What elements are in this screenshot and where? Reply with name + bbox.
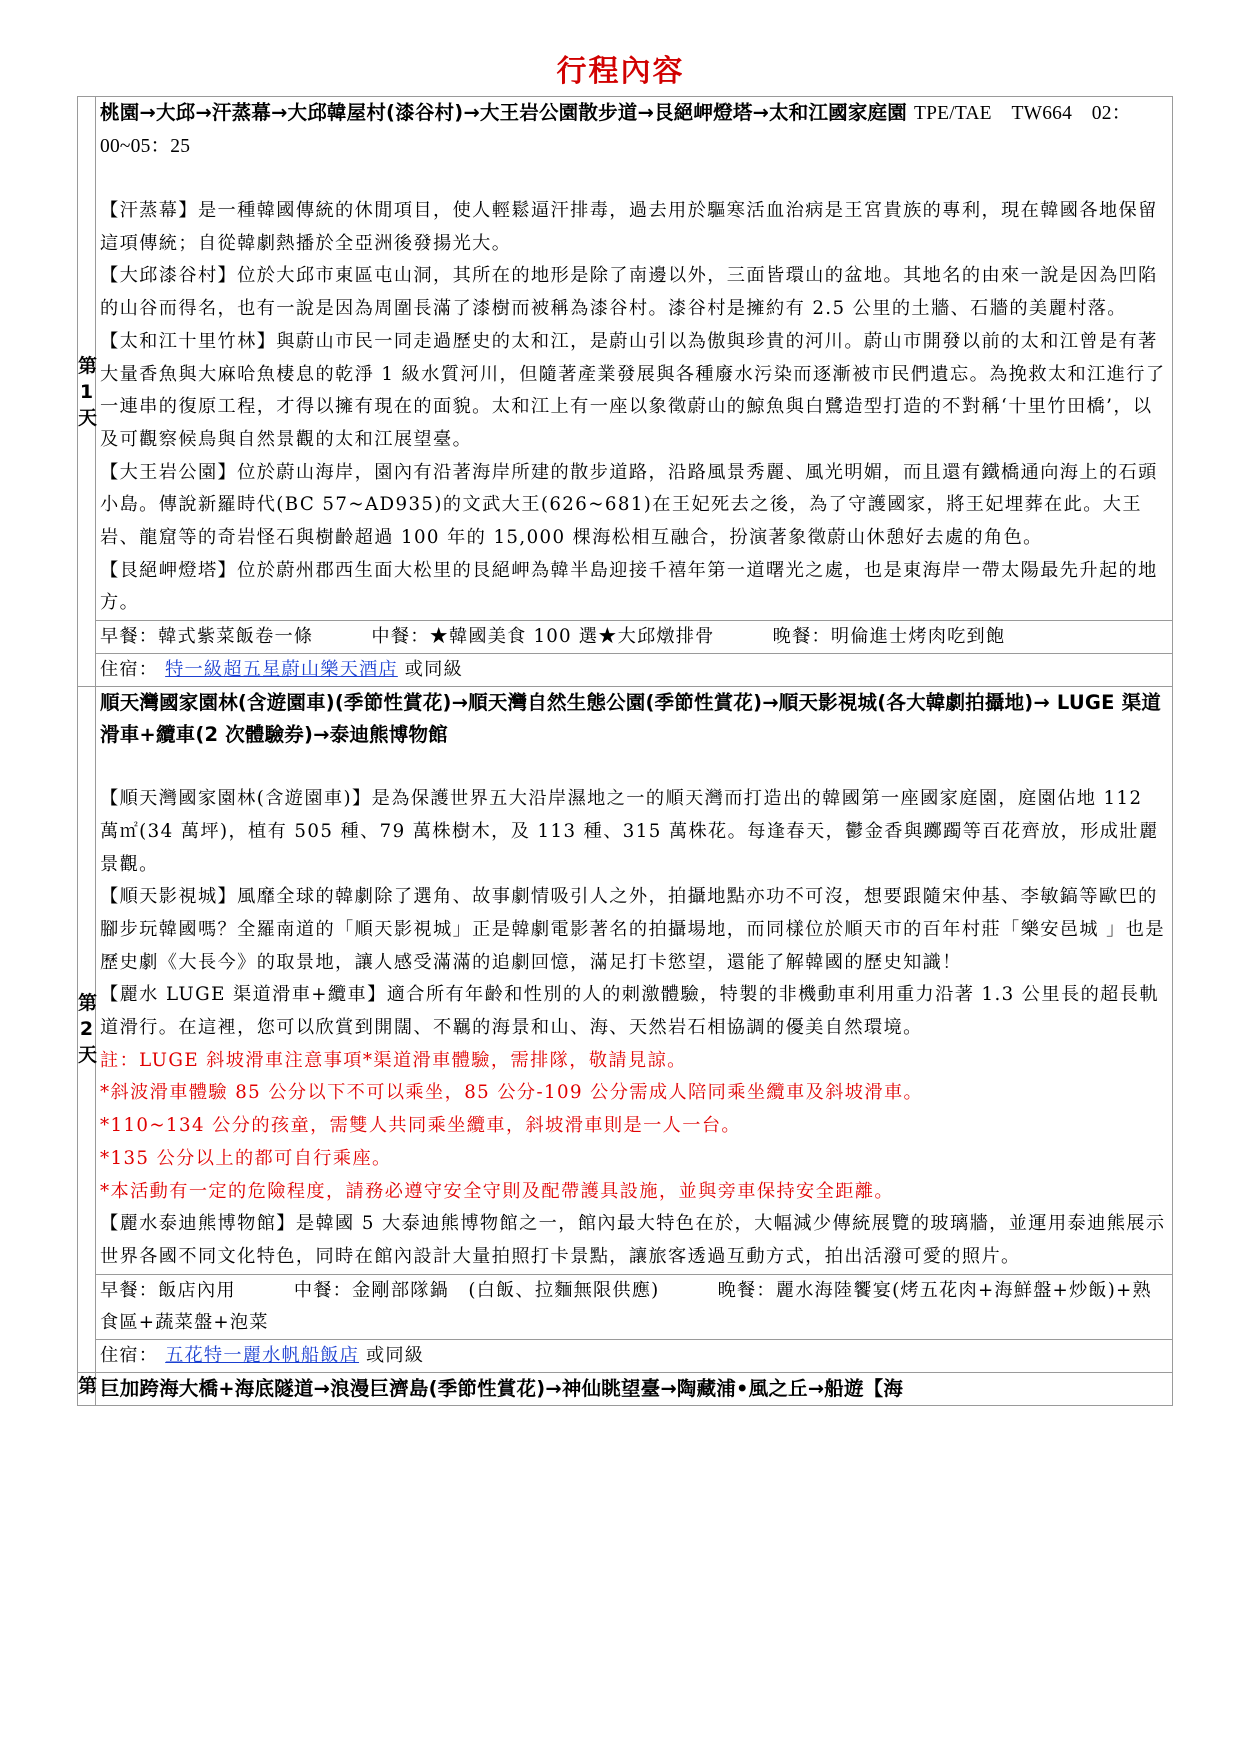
day-2-paragraph: 【麗水泰迪熊博物館】是韓國 5 大泰迪熊博物館之一，館內最大特色在於，大幅減少傳統展覽的玻璃牆，並運用泰迪熊展示世界各國不同文化特色，同時在館內設計大量拍照打卡景點，讓旅客透過互動方式，拍出活潑可愛的照片。 — [100, 1213, 1166, 1267]
day-2-heading: 順天灣國家園林(含遊園車)(季節性賞花)→順天灣自然生態公園(季節性賞花)→順天影視城(各大韓劇拍攝地)→ LUGE 渠道滑車+纜車(2 次體驗券)→泰迪熊博物館 — [100, 691, 1161, 747]
day-2-meals-row — [78, 1274, 1173, 1339]
day-3-label: 第 — [78, 1372, 96, 1405]
day-2-content — [96, 687, 1173, 1275]
day-2-hotel-link[interactable]: 五花特一麗水帆船飯店 — [165, 1344, 360, 1366]
day-2-note: *斜波滑車體驗 85 公分以下不可以乘坐，85 公分-109 公分需成人陪同乘坐纜車及斜坡滑車。 — [100, 1082, 924, 1104]
day-1-paragraph: 【大邱漆谷村】位於大邱市東區屯山洞，其所在的地形是除了南邊以外，三面皆環山的盆地。其地名的由來一說是因為凹陷的山谷而得名，也有一說是因為周圍長滿了漆樹而被稱為漆谷村。漆谷村是擁約有 2.5 公里的土牆、石牆的美麗村落。 — [100, 265, 1158, 320]
itinerary-table — [77, 96, 1173, 1406]
day-2-note: *110~134 公分的孩童，需雙人共同乘坐纜車，斜坡滑車則是一人一台。 — [100, 1115, 742, 1137]
day-1-paragraph: 【太和江十里竹林】與蔚山市民一同走過歷史的太和江，是蔚山引以為傲與珍貴的河川。蔚山市開發以前的太和江曾是有著大量香魚與大麻哈魚棲息的乾淨 1 級水質河川，但隨著產業發展與各種廢水污染而逐漸被市民們遺忘。為挽救太和江進行了一連串的復原工程，才得以擁有現在的面貌。太和江上有一座以象徵蔚山的鯨魚與白鷺造型打造的不對稱‘十里竹田橋’，以及可觀察候鳥與自然景觀的太和江展望臺。 — [100, 330, 1166, 450]
day-1-paragraph: 【汗蒸幕】是一種韓國傳統的休閒項目，使人輕鬆逼汗排毒，過去用於驅寒活血治病是王宮貴族的專利，現在韓國各地保留這項傳統；自從韓劇熱播於全亞洲後發揚光大。 — [100, 200, 1158, 254]
day-1-hotel-link[interactable]: 特一級超五星蔚山樂天酒店 — [165, 659, 398, 681]
day-2-hotel-row — [78, 1339, 1173, 1372]
day-2-label: 第 2 天 — [78, 687, 96, 1373]
day-1-meals-row — [78, 621, 1173, 654]
day-1-meals: 早餐：韓式紫菜飯卷一條 中餐：★韓國美食 100 選★大邱燉排骨 晚餐：明倫進士烤肉吃到飽 — [96, 621, 1173, 654]
day-2-paragraph: 【順天影視城】風靡全球的韓劇除了選角、故事劇情吸引人之外，拍攝地點亦功不可沒，想要跟隨宋仲基、李敏鎬等歐巴的腳步玩韓國嗎？全羅南道的「順天影視城」正是韓劇電影著名的拍攝場地，而同樣位於順天市的百年村莊「樂安邑城 」也是歷史劇《大長今》的取景地，讓人感受滿滿的追劇回憶，滿足打卡慾望，還能了解韓國的歷史知識！ — [100, 886, 1165, 973]
day-2-meals: 早餐：飯店內用 中餐：金剛部隊鍋 (白飯、拉麵無限供應) 晚餐：麗水海陸饗宴(烤五花肉+海鮮盤+炒飯)+熟食區+蔬菜盤+泡菜 — [96, 1274, 1173, 1339]
day-3-content-row — [78, 1372, 1173, 1405]
day-2-paragraph: 【麗水 LUGE 渠道滑車+纜車】適合所有年齡和性別的人的刺激體驗，特製的非機動車利用重力沿著 1.3 公里長的超長軌道滑行。在這裡，您可以欣賞到開闊、不羈的海景和山、海、天然岩石相協調的優美自然環境。 — [100, 984, 1159, 1039]
page-title: 行程內容 — [556, 54, 685, 89]
day-2-note: *135 公分以上的都可自行乘座。 — [100, 1147, 392, 1169]
day-1-hotel-row — [78, 654, 1173, 687]
day-3-content — [96, 1372, 1173, 1405]
day-1-paragraph: 【大王岩公園】位於蔚山海岸，園內有沿著海岸所建的散步道路，沿路風景秀麗、風光明媚，而且還有鐵橋通向海上的石頭小島。傳說新羅時代(BC 57~AD935)的文武大王(626~681)在王妃死去之後，為了守護國家，將王妃埋葬在此。大王岩、龍窟等的奇岩怪石與樹齡超過 100 年的 15,000 棵海松相互融合，扮演著象徵蔚山休憩好去處的角色。 — [100, 461, 1158, 549]
day-2-note: 註：LUGE 斜坡滑車注意事項*渠道滑車體驗，需排隊，敬請見諒。 — [100, 1049, 687, 1071]
day-1-paragraph: 【艮絕岬燈塔】位於蔚州郡西生面大松里的艮絕岬為韓半島迎接千禧年第一道曙光之處，也是東海岸一帶太陽最先升起的地方。 — [100, 559, 1158, 614]
day-3-heading: 巨加跨海大橋+海底隧道→浪漫巨濟島(季節性賞花)→神仙眺望臺→陶藏浦•風之丘→船遊【海 — [100, 1376, 904, 1400]
day-2-note: *本活動有一定的危險程度，請務必遵守安全守則及配帶護具設施，並與旁車保持安全距離。 — [100, 1180, 894, 1202]
day-1-heading: 桃園→大邱→汗蒸幕→大邱韓屋村(漆谷村)→大王岩公園散步道→艮絕岬燈塔→太和江國家庭園 TPE/TAE TW664 02：00~05：25 — [100, 101, 1132, 157]
day-2-content-row — [78, 687, 1173, 1275]
day-1-hotel: 住宿： 特一級超五星蔚山樂天酒店 或同級 — [96, 654, 1173, 687]
day-1-content — [96, 97, 1173, 621]
day-1-content-row — [78, 97, 1173, 621]
day-1-flight: TPE/TAE TW664 02：00~05：25 — [100, 103, 1132, 157]
day-2-paragraph: 【順天灣國家園林(含遊園車)】是為保護世界五大沿岸濕地之一的順天灣而打造出的韓國第一座國家庭園，庭園佔地 112 萬㎡(34 萬坪)，植有 505 種、79 萬株樹木，及 113 種、315 萬株花。每逢春天，鬱金香與躑躅等百花齊放，形成壯麗景觀。 — [100, 788, 1159, 875]
day-1-label: 第 1 天 — [78, 97, 96, 687]
day-2-hotel: 住宿： 五花特一麗水帆船飯店 或同級 — [96, 1339, 1173, 1372]
